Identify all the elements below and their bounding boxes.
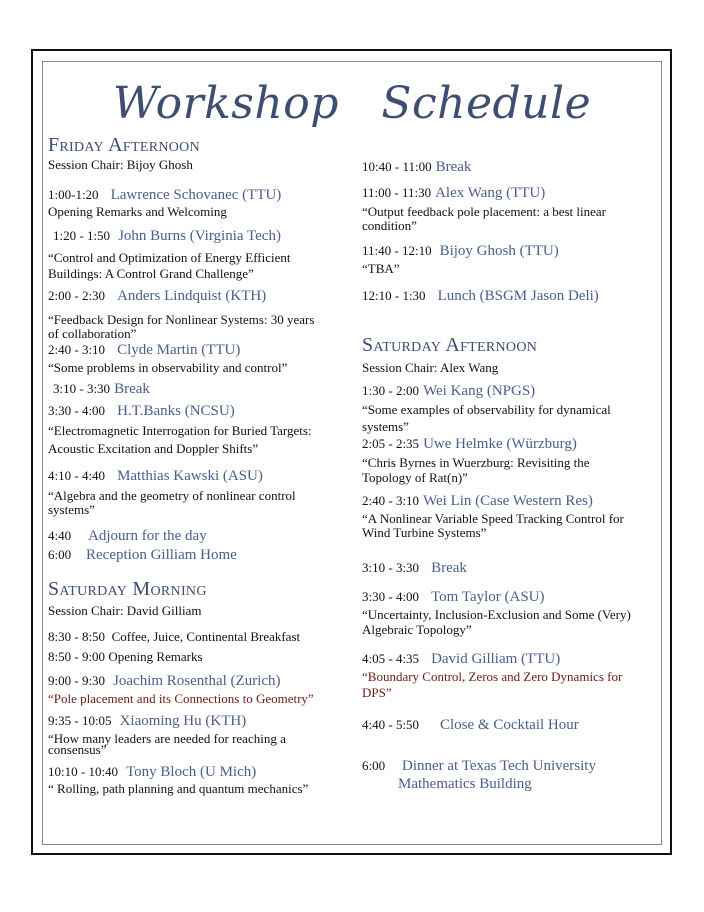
item-description: systems” — [48, 502, 95, 517]
section-heading-friday-afternoon: Friday Afternoon — [48, 134, 200, 156]
schedule-item — [362, 588, 545, 606]
item-time: 9:00 - 9:30 — [48, 673, 106, 688]
item-speaker: H.T.Banks (NCSU) — [117, 403, 235, 419]
item-description: “TBA” — [362, 261, 400, 276]
item-time: 1:00-1:20 — [48, 187, 99, 202]
section-heading-saturday-morning: Saturday Morning — [48, 578, 207, 600]
item-event: Coffee, Juice, Continental Breakfast — [111, 629, 301, 644]
item-time: 8:50 - 9:00 — [48, 649, 106, 664]
item-speaker: Joachim Rosenthal (Zurich) — [113, 673, 281, 689]
item-description: of collaboration” — [48, 326, 137, 341]
item-description: “How many leaders are needed for reaching a — [48, 731, 286, 746]
item-speaker: Anders Lindquist (KTH) — [117, 288, 267, 304]
item-description: Buildings: A Control Grand Challenge” — [48, 266, 254, 281]
item-description: DPS” — [362, 685, 392, 700]
item-time: 3:10 - 3:30 — [53, 381, 111, 396]
item-description: “Some examples of observability for dynamical — [362, 402, 611, 417]
schedule-item — [48, 527, 207, 545]
item-description: “Control and Optimization of Energy Efficient — [48, 250, 291, 265]
schedule-item — [362, 382, 535, 400]
schedule-item — [362, 242, 559, 260]
item-description: “Electromagnetic Interrogation for Buried Targets: — [48, 423, 312, 438]
item-time: 2:05 - 2:35 — [362, 436, 420, 451]
item-time: 10:10 - 10:40 — [48, 764, 119, 779]
item-time: 2:40 - 3:10 — [362, 493, 420, 508]
schedule-item — [362, 492, 593, 510]
schedule-item — [48, 712, 246, 730]
item-time: 8:30 - 8:50 — [48, 629, 106, 644]
item-time: 2:40 - 3:10 — [48, 342, 106, 357]
item-speaker: Wei Kang (NPGS) — [423, 383, 536, 399]
item-event: Dinner at Texas Tech University — [402, 758, 596, 774]
item-time: 3:10 - 3:30 — [362, 560, 420, 575]
schedule-item — [362, 559, 467, 577]
schedule-item — [48, 287, 266, 305]
item-description: “Uncertainty, Inclusion-Exclusion and Some (Very) — [362, 607, 631, 622]
item-break: Break — [435, 159, 472, 175]
section-heading-saturday-afternoon: Saturday Afternoon — [362, 334, 538, 356]
item-time: 1:30 - 2:00 — [362, 383, 420, 398]
item-description: “A Nonlinear Variable Speed Tracking Control for — [362, 511, 624, 526]
page-title: Workshop Schedule — [112, 78, 592, 129]
item-speaker: Tom Taylor (ASU) — [431, 589, 545, 605]
schedule-item — [48, 546, 237, 564]
item-speaker: Uwe Helmke (Würzburg) — [423, 436, 577, 452]
item-time: 6:00 — [362, 758, 386, 773]
schedule-item — [48, 630, 300, 644]
item-speaker: Tony Bloch (U Mich) — [126, 764, 257, 780]
item-description: condition” — [362, 218, 417, 233]
schedule-item — [53, 227, 281, 245]
schedule-item — [48, 763, 256, 781]
item-description: “Some problems in observability and control” — [48, 360, 288, 375]
item-speaker: David Gilliam (TTU) — [431, 651, 561, 667]
item-description: Wind Turbine Systems” — [362, 525, 487, 540]
item-time: 11:40 - 12:10 — [362, 243, 432, 258]
schedule-item — [48, 467, 263, 485]
item-time: 12:10 - 1:30 — [362, 288, 426, 303]
schedule-item — [362, 435, 577, 453]
item-time: 4:40 — [48, 528, 72, 543]
item-description: “Chris Byrnes in Wuerzburg: Revisiting the — [362, 455, 590, 470]
item-time: 3:30 - 4:00 — [48, 403, 106, 418]
item-event: Adjourn for the day — [88, 528, 207, 544]
item-time: 2:00 - 2:30 — [48, 288, 106, 303]
item-description: Opening Remarks and Welcoming — [48, 204, 227, 219]
item-description: “ Rolling, path planning and quantum mechanics” — [48, 781, 309, 796]
item-description: systems” — [362, 419, 409, 434]
item-speaker: Lawrence Schovanec (TTU) — [110, 187, 282, 203]
item-time: 4:10 - 4:40 — [48, 468, 106, 483]
item-break: Break — [114, 381, 150, 397]
item-event-continued: Mathematics Building — [398, 776, 532, 792]
session-chair-saturday-morning: Session Chair: David Gilliam — [48, 603, 202, 618]
schedule-item — [362, 158, 471, 176]
item-speaker: Clyde Martin (TTU) — [117, 342, 241, 358]
item-speaker: Xiaoming Hu (KTH) — [119, 713, 247, 729]
item-event: Reception Gilliam Home — [86, 547, 237, 563]
item-description: “Feedback Design for Nonlinear Systems: 30 years — [48, 312, 315, 327]
session-chair-friday: Session Chair: Bijoy Ghosh — [48, 157, 193, 172]
item-description: “Output feedback pole placement: a best linear — [362, 204, 607, 219]
schedule-item — [362, 757, 596, 775]
schedule-item — [48, 402, 235, 420]
schedule-item — [48, 341, 240, 359]
item-event: Lunch (BSGM Jason Deli) — [437, 288, 599, 304]
item-event: Opening Remarks — [108, 649, 203, 664]
item-speaker: Wei Lin (Case Western Res) — [423, 493, 593, 509]
schedule-item — [48, 672, 281, 690]
schedule-item — [53, 380, 150, 398]
item-break: Break — [431, 560, 467, 576]
item-event: Close & Cocktail Hour — [440, 717, 579, 733]
item-time: 11:00 - 11:30 — [362, 185, 432, 200]
schedule-item — [48, 650, 203, 664]
item-description: Acoustic Excitation and Doppler Shifts” — [48, 441, 259, 456]
item-description: “Pole placement and its Connections to Geometry” — [48, 691, 314, 706]
item-description: “Boundary Control, Zeros and Zero Dynamics for — [362, 669, 623, 684]
item-time: 4:40 - 5:50 — [362, 717, 420, 732]
session-chair-saturday-afternoon: Session Chair: Alex Wang — [362, 360, 499, 375]
schedule-item — [362, 184, 545, 202]
item-time: 10:40 - 11:00 — [362, 159, 432, 174]
item-time: 9:35 - 10:05 — [48, 713, 112, 728]
item-description: Algebraic Topology” — [362, 622, 472, 637]
item-description: Topology of Rat(n)” — [362, 470, 468, 485]
item-time: 3:30 - 4:00 — [362, 589, 420, 604]
schedule-item — [48, 186, 281, 204]
item-speaker: Bijoy Ghosh (TTU) — [439, 243, 559, 259]
schedule-item — [362, 287, 599, 305]
item-speaker: John Burns (Virginia Tech) — [118, 228, 281, 244]
item-time: 1:20 - 1:50 — [53, 228, 111, 243]
item-speaker: Alex Wang (TTU) — [435, 185, 546, 201]
item-speaker: Matthias Kawski (ASU) — [117, 468, 263, 484]
item-description: consensus” — [48, 742, 107, 757]
item-time: 4:05 - 4:35 — [362, 651, 420, 666]
schedule-item — [362, 650, 560, 668]
schedule-item — [362, 716, 579, 734]
item-time: 6:00 — [48, 547, 72, 562]
item-description: “Algebra and the geometry of nonlinear control — [48, 488, 296, 503]
